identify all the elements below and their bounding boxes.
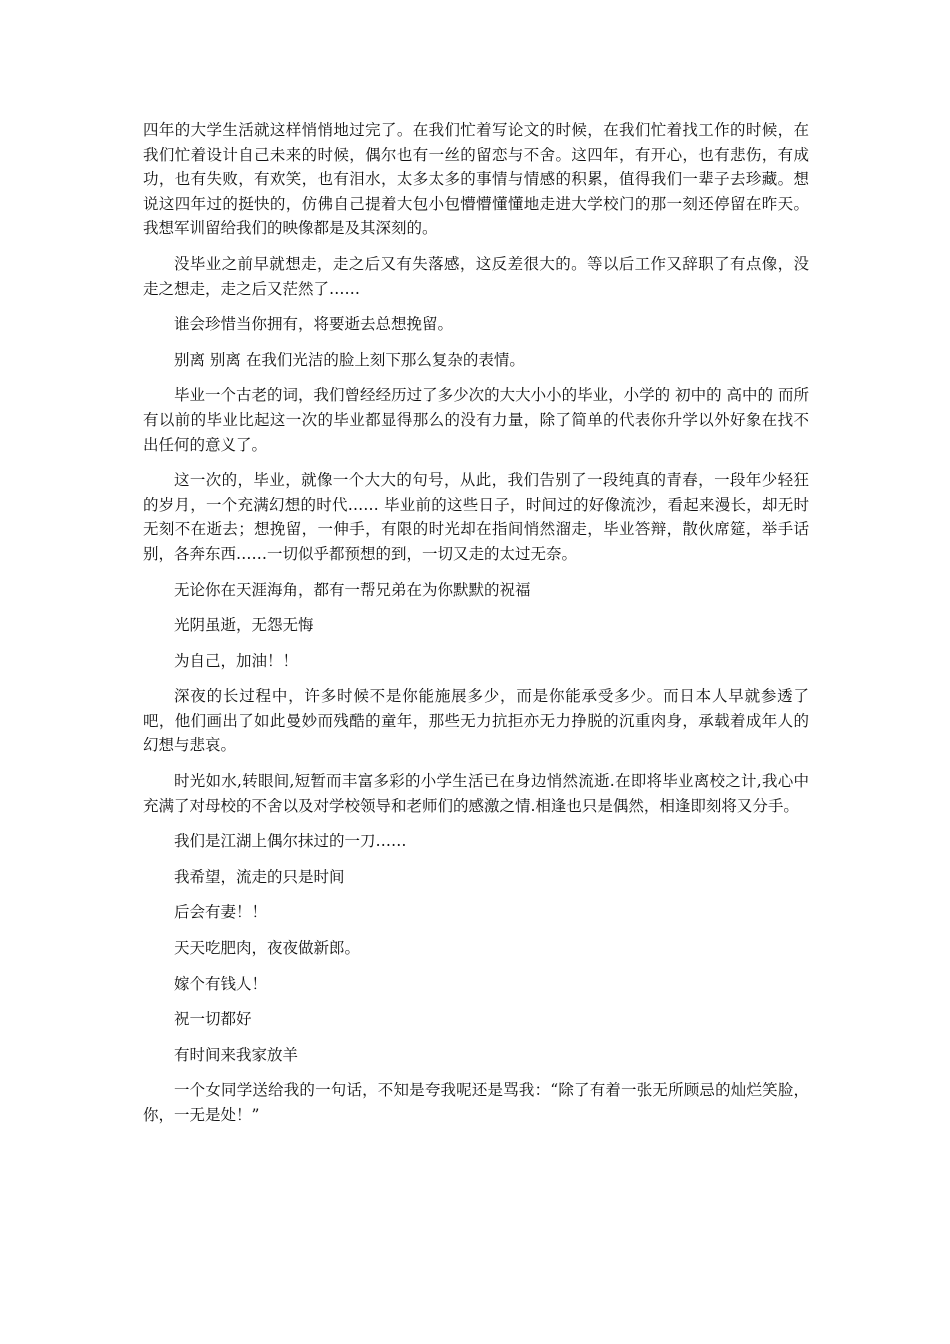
paragraph: 光阴虽逝，无怨无悔 [174, 616, 314, 635]
paragraph: 别离 别离 在我们光洁的脸上刻下那么复杂的表情。 [174, 350, 525, 369]
paragraph: 祝一切都好 [174, 1010, 252, 1029]
paragraph: 后会有妻！！ [174, 903, 268, 922]
paragraph: 毕业一个古老的词，我们曾经经历过了多少次的大大小小的毕业，小学的 初中的 高中的 而所有以前的毕业比起这一次的毕业都显得那么的没有力量，除了简单的代表你升学以外好象在找不出任何的意义了。 [143, 386, 809, 454]
paragraph: 我希望，流走的只是时间 [174, 867, 345, 886]
paragraph: 谁会珍惜当你拥有，将要逝去总想挽留。 [174, 315, 454, 334]
paragraph: 四年的大学生活就这样悄悄地过完了。在我们忙着写论文的时候，在我们忙着找工作的时候，在我们忙着设计自己未来的时候，偶尔也有一丝的留恋与不舍。这四年，有开心，也有悲伤，有成功，也有失败，有欢笑，也有泪水，太多太多的事情与情感的积累，值得我们一辈子去珍藏。想说这四年过的挺快的，仿佛自己提着大包小包懵懵懂懂地走进大学校门的那一刻还停留在昨天。 我想军训留给我们的映像都是及其深刻的。 [143, 121, 809, 238]
paragraph: 没毕业之前早就想走，走之后又有失落感，这反差很大的。等以后工作又辞职了有点像，没走之想走，走之后又茫然了…… [143, 254, 809, 298]
paragraph: 有时间来我家放羊 [174, 1045, 299, 1064]
paragraph: 为自己，加油！！ [174, 651, 299, 670]
document-body [143, 118, 809, 1139]
paragraph: 无论你在天涯海角，都有一帮兄弟在为你默默的祝福 [174, 580, 531, 599]
paragraph: 嫁个有钱人！ [174, 974, 268, 993]
paragraph: 时光如水,转眼间,短暂而丰富多彩的小学生活已在身边悄然流逝.在即将毕业离校之计,我心中充满了对母校的不舍以及对学校领导和老师们的感激之情.相逢也只是偶然，相逢即刻将又分手。 [143, 772, 809, 815]
paragraph: 一个女同学送给我的一句话，不知是夸我呢还是骂我：“除了有着一张无所顾忌的灿烂笑脸，你，一无是处！” [143, 1081, 809, 1124]
paragraph: 这一次的，毕业，就像一个大大的句号，从此，我们告别了一段纯真的青春，一段年少轻狂的岁月，一个充满幻想的时代…… 毕业前的这些日子，时间过的好像流沙，看起来漫长，却无时无刻不在逝去；想挽留，一伸手，有限的时光却在指间悄然溜走，毕业答辩，散伙席筵，举手话别，各奔东西……一切似乎都预想的到，一切又走的太过无奈。 [143, 471, 809, 563]
paragraph: 深夜的长过程中，许多时候不是你能施展多少，而是你能承受多少。而日本人早就参透了吧，他们画出了如此曼妙而残酷的童年，那些无力抗拒亦无力挣脱的沉重肉身，承载着成年人的幻想与悲哀。 [143, 687, 809, 755]
paragraph: 天天吃肥肉，夜夜做新郎。 [174, 939, 361, 958]
paragraph: 我们是江湖上偶尔抹过的一刀…… [174, 832, 407, 851]
